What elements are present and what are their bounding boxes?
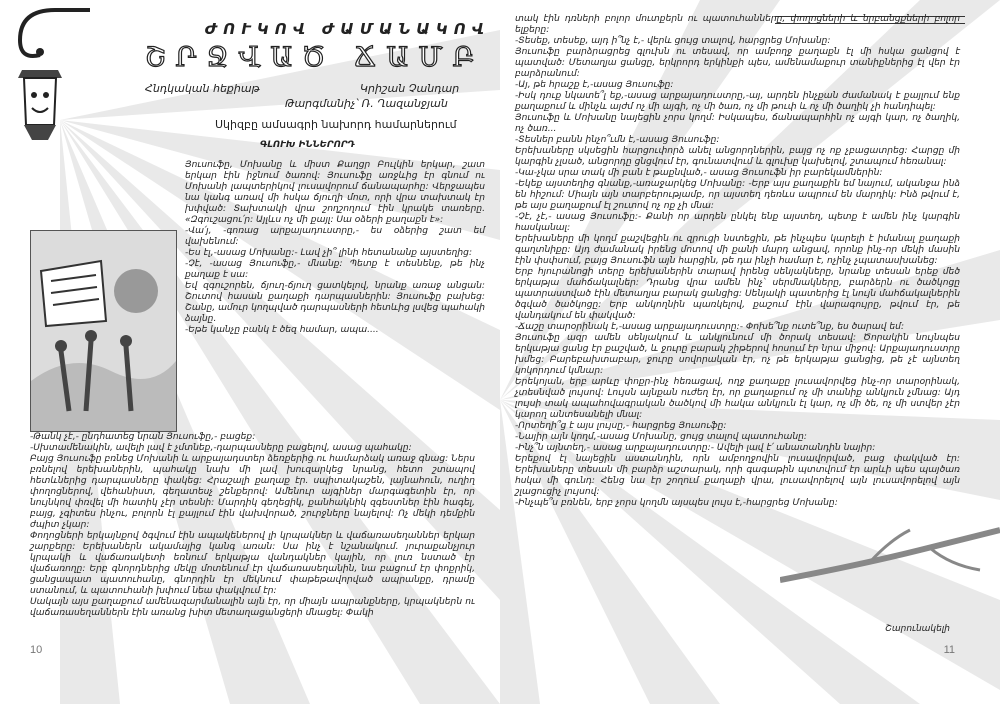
paragraph: -Տեսներ բանն ինչո՞ւմն է,-ասաց Յուսուֆը: <box>515 135 720 145</box>
paragraph: Յուսուֆը և Մոխանը նայեցին չորս կողմ: Իսկապես, ճանապարհին ոչ այգի կար, ոչ ծաղիկ, ոչ ծառ... <box>515 113 960 134</box>
paragraph: Երբ հյուրանոցի տերը երեխաներին տարավ իրենց սենյակները, նրանք տեսան երեք մեծ երկաթյա մահճակալներ: Դրանց վրա ամեն ինչ՝ սերմնակները, բարձերն ու ծածկոցը պատրաստված էին մետաղյա բարակ ցանցից: Սենյակի պատերից էլ նույն մահճակալներին ծգված ծածկոցը: Երբ անկողնին պառկելով, քաշում էին վարագույրը, թվում էր, թե վանդակում են փակված: <box>515 267 960 321</box>
paragraph: -Թանկ չէ,- ընդհատեց նրան Յուսուֆը,- բացեք: <box>30 432 256 442</box>
paragraph: -Սխտամենակին, ավելի լավ է չմտնեք,-դարպասները բացելով, ասաց պահակը: <box>30 443 412 453</box>
story-title: ՇՐՋՎԱԾ ՃԱՄԲ <box>145 42 485 73</box>
chapter-heading: ԳԼՈՒԽ ԻՆՆԵՐՈՐԴ <box>260 140 355 150</box>
paragraph: -Ճաշը տարօրինակ է,-ասաց արքայադուստրը:- Փոխե՞նք ուտե՞նք, ես ծարավ եմ: <box>515 322 905 332</box>
paragraph: -Ես էլ,-ասաց Մոխանը:- Լավ չի՞ լինի հետանանք այստեղից: <box>185 248 473 258</box>
paragraph: Փողոցների երկայնքով ծգվում էին ապակեներով լի կրպակներ և վաճառասեղաններ երկար շարքերը: Երեխաներն ակամայից կանգ առան: Սա ինչ է նշանակում. յուրաքանչյուր կրպակի և վաճառակետի եռնում երկաթյա վանդակներ կային, որ լուռ նստած էր վաճառողը: Երբ գնորդներից մեկը մոտենում էր վաճառասեղանին, նա բացում էր փոքրիկ, ցանցապատ պատուհանը, գնորդին էր մեկնում փաթեթավորված ապրանքը, դրամը ստանում, և պատուհանի խփում նեա փակվում էր: <box>30 531 475 596</box>
paragraph: -Վա՛յ, -գոռաց արքայադուստրը,- ես օձերից շատ եմ վախենում: <box>185 226 485 247</box>
paragraph: -Տեսեք, տեսեք, այդ ի՞նչ է,- վերև ցույց տալով, հարցրեց Մոխանը: <box>515 36 831 46</box>
book-cover-illustration <box>30 230 177 432</box>
paragraph: Յուսուֆը, Մոխանը և միստ Քաղցր Բուլկին երկար, շատ երկար էին իջնում ծառով: Յուսուֆը առջևից էր գնում ու Մոխանի լապտերիկով լուսավորում ճանապարհը: Վերջապես նա կանգ առավ մի հսկա ճյուղի մոտ, որի վրա տախտակ էր խփված: Տախտակի վրա շողշողում էին կրակե տառերը. «Զգուշացու՛ր: Այլևս ոչ մի քայլ: Սա օձերի քաղաքն է»: <box>185 160 485 225</box>
paragraph: Երեկոյան, երբ արևը փոքր-ինչ հեռացավ, ողջ քաղաքը լուսավորվեց ինչ-որ տարօրինակ, չտեսնված լույսով: Լույսն այնքան ուժեղ էր, որ քաղաքում ոչ մի տանիք անկյուն չմնաց: Այդ լույսի տակ ապահովագրական ծածկով մի հակա անկյուն էլ կար, ոչ մի ծե, ոչ մի ստվեր չէր կարող անտեսանելի մնալ: <box>515 377 960 420</box>
paragraph: տակ էին դռների բոլոր մուտքերն ու պատուհանները, փողոցների և նրբանցքների բոլոր ելքերը: <box>515 14 960 35</box>
paragraph: -Որտեղի՞ց է այս լույսը,- հարցրեց Յուսուֆը: <box>515 421 727 431</box>
paragraph: -Ինչ՞ն այնտեղ,- ասաց արքայադուստրը:- Ավելի լավ է՛ անատանդին նայիր: <box>515 443 876 453</box>
paragraph: Սակայն այս քաղաքում ամենազարմանալին այն էր, որ միայն ապրանքները, կրպակներն ու վաճառասեղաններն էին առանց խիտ մետաղացանցերի մնացել: Փակի <box>30 597 475 618</box>
paragraph: Երեխաները մի կողմ քաշվեցին ու զրուցի նստեցին, թե ինչպես կարելի է իմանալ քաղաքի գաղտնիքը: Այդ ժամանակ իրենց մոտով մի քանի մարդ անցավ, որոնք ինչ-որ մեկի մասին էին փսփսում, բայց Յուսուֆն այն հարցին, թե դա ինչի համար է, ոչինչ չպատասխանեց: <box>515 234 960 266</box>
paragraph: -Նայիր այն կողմ,-ասաց Մոխանը, ցույց տալով պատուհանը: <box>515 432 807 442</box>
paragraph: -Կա-չկա սրա տակ մի բան է թաքնված,- ասաց Յուսուֆն իր բարեկամներին: <box>515 168 883 178</box>
paragraph: Յուսուֆը բարձրացրեց գլուխն ու տեսավ, որ ամբողջ քաղաքն էլ մի հսկա ցանցով է պատված: Մետաղյա ցանցը, երկրորդ երկինքի պես, ամենամաքուր տանիքներից էլ վեր էր բարձրանում: <box>515 47 960 79</box>
right-page <box>500 0 1000 704</box>
paragraph: -Այ, թե հրաշք է,-ասաց Յուսուֆը: <box>515 80 674 90</box>
story-translator: Թարգմանիչ՝ Ռ. Ղազանջյան <box>285 97 448 110</box>
left-content <box>30 0 490 650</box>
paragraph: -Չէ, չէ,- ասաց Յուսուֆը:- Քանի որ արդեն ընկել ենք այստեղ, պետք է ամեն ինչ կարգին հասկանալ: <box>515 212 960 233</box>
paragraph: Յուսուֆը ազր ամեն սենյակում և անկյունում մի ծորակ տեսավ: Ծորակին նույնպես երկաթյա ցանց էր քաշված, և ջուրը բարակ շիթերով հոսում էր նրա միջով: Արքայադուստրը խմեց: Բարեբախտաբար, ջուրը սովորական էր, ոչ թե երկաթյա ցանցից, թե չէ այնտեղ կոկորդում կմնար: <box>515 333 960 376</box>
paragraph: -Ինչպե՞ս բռնեն, երբ չորս կողմն այսպես լույս է,-հարցրեց Մոխանը: <box>515 498 838 508</box>
paragraph: Եվ զգուշորեն, ճյուղ-ճյուղ ցատկելով, նրանք առաջ անցան: Շուտով հասան քաղաքի դարպասներին: Յուսուֆը բախեց: Շանը, ամուր կողպված դարպասների հետևից լսվեց պահակի ձայնը. <box>185 281 485 324</box>
right-content <box>515 14 960 654</box>
series-title: ԺՈՒԿՈՎ ԺԱՄԱՆԱԿՈՎ <box>205 20 490 38</box>
paragraph: -Իսկ դուք նկատե՞լ եք,-ասաց արքայադուստրը,-այ, արդեն ինչքան ժամանակ է քայլում ենք քաղաքում և մինչև այժմ ոչ մի այգի, ոչ մի ծառ, ոչ մի թուփ և ոչ մի ծաղիկ չի հանդիպել: <box>515 91 960 112</box>
wrapped-text-column <box>185 160 485 336</box>
story-genre: Հնդկական հեքիաթ <box>145 82 260 95</box>
continuation-note: Սկիզբը ամսագրի նախորդ համարներում <box>215 118 457 131</box>
paragraph: -Եկեք այստեղից գնանք,-առաջարկեց Մոխանը: -Երբ այս քաղաքին եմ նայում, ականջա ինձ են հիշում: Միայն այն տարբերությամբ, որ այստեղ դեռևս ապրում են մարդիկ: Ինձ թվում է, թե այս քաղաքում էլ շուտով ոչ ոք չի մնա: <box>515 179 960 211</box>
paragraph: Երեխաները սկսեցին հարցուփորձ անել անցորդներին, բայց ոչ ոք չբացատրեց: Հարցը մի կարգին չլսած, անցորդը ցնցվում էր, գունատվում և գլուխը կախելով, շտապում հեռանալ: <box>515 146 960 167</box>
continued-note: Շարունակելի <box>885 624 950 634</box>
paragraph: -Չէ, -ասաց Յուսուֆը,- մնանք: Պետք է տեսնենք, թե ինչ քաղաք է սա: <box>185 259 485 280</box>
paragraph: Երեքով էլ նայեցին աստանդին, որն ամբողջովին լուսավորված, բաց փակված էր: Երեխաները տեսան մի բարձր աշտարակ, որի գագաթին պտտվում էր արևի պես պայծառ հսկա մի գունդ: Հենց նա էր շողում քաղաքի վրա, լուսավորելով այն լուսավորելով այն շլացուցիչ լույսով: <box>515 454 960 497</box>
page-number: 11 <box>943 644 955 656</box>
story-author: Կրիշան Չանդար <box>360 82 460 95</box>
paragraph: -Եթե կանչը բանկ է ծեզ համար, ապա.... <box>185 325 379 335</box>
full-width-text <box>30 432 475 619</box>
paragraph: Բայց Յուսուֆը բռնեց Մոխանի և արքայադստեր ձեռքերից ու համարձակ առաջ գնաց: Ներս բռնելով երեխաներին, պահակը նախ մի լավ խուզարկեց նրանց, հետո շտապով հետևներից դարպասները փակեց: Հրաշալի քաղաք էր. սպիտակաշեն, լայնահուն, ուղիղ փողոցներով, վեհանիստ, գեղատեսչ շենքերով: Ամենուր այգիներ մարգագետին էր, որ նույնկով փռվել մի հատիկ չէր տեսնի: Մարդիկ գեղեցիկ, քանհակնիկ զգեստներ էին հագել, բայց, չգիտես ինչու, բոլորն էլ քայլում էին վախվորած, շուրջները նայելով: Ոչ մեկի դեմքին ժպիտ չկար: <box>30 454 475 530</box>
page-number: 10 <box>30 644 43 656</box>
